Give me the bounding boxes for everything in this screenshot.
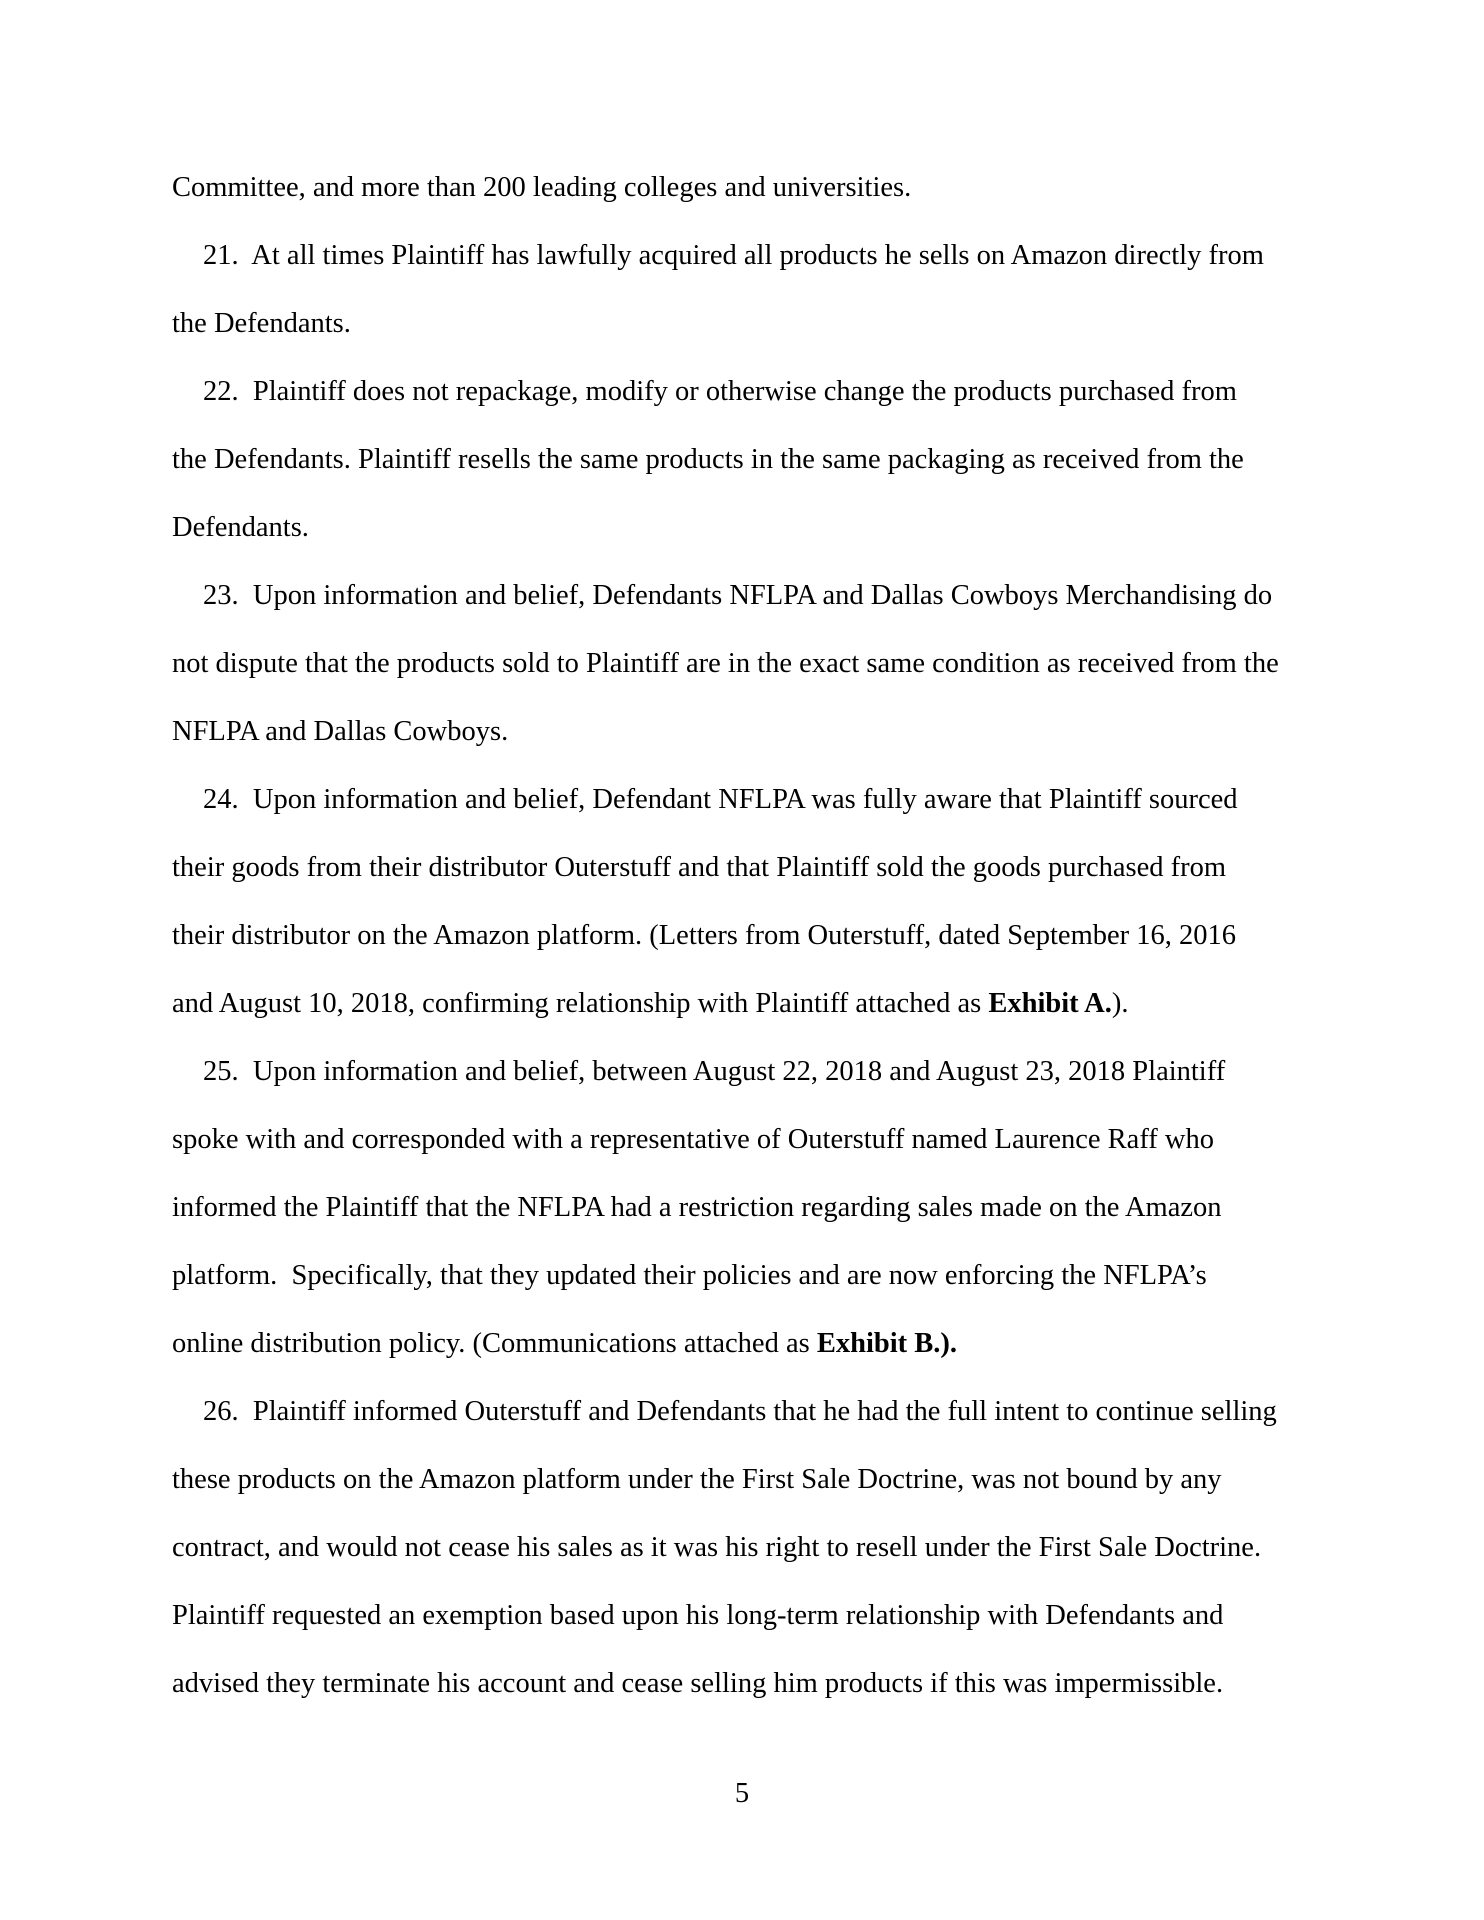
text-line [172,290,1320,358]
text-line [172,358,1320,426]
text-line [172,766,1320,834]
text-segment: platform. Specifically, that they updated their policies and are now enforcing the NFLPA’s [172,1260,1207,1291]
document-body [172,154,1320,1718]
text-line [172,426,1320,494]
text-segment: the Defendants. [172,308,351,339]
text-segment: Committee, and more than 200 leading colleges and universities. [172,172,912,203]
text-segment: online distribution policy. (Communications attached as [172,1328,817,1359]
text-segment: 25. Upon information and belief, between August 22, 2018 and August 23, 2018 Plaintiff [203,1056,1226,1087]
text-segment: their goods from their distributor Outerstuff and that Plaintiff sold the goods purchased from [172,852,1227,883]
text-segment: and August 10, 2018, confirming relationship with Plaintiff attached as [172,988,989,1019]
text-line [172,834,1320,902]
text-line [172,630,1320,698]
text-line [172,698,1320,766]
bold-text-segment: Exhibit A. [988,988,1112,1019]
text-line [172,494,1320,562]
text-segment: 21. At all times Plaintiff has lawfully acquired all products he sells on Amazon directly from [203,240,1264,271]
text-segment: NFLPA and Dallas Cowboys. [172,716,509,747]
text-line [172,1446,1320,1514]
text-line [172,1514,1320,1582]
text-line [172,1650,1320,1718]
page-number: 5 [734,1778,750,1809]
text-segment: contract, and would not cease his sales as it was his right to resell under the First Sale Doctrine. [172,1532,1262,1563]
text-line [172,1038,1320,1106]
text-segment: informed the Plaintiff that the NFLPA had a restriction regarding sales made on the Amazon [172,1192,1222,1223]
text-segment: Defendants. [172,512,309,543]
text-line [172,562,1320,630]
text-line [172,1242,1320,1310]
text-segment: spoke with and corresponded with a representative of Outerstuff named Laurence Raff who [172,1124,1215,1155]
text-line [172,970,1320,1038]
text-segment: not dispute that the products sold to Plaintiff are in the exact same condition as received from the [172,648,1279,679]
text-segment: the Defendants. Plaintiff resells the same products in the same packaging as received from the [172,444,1244,475]
text-segment: these products on the Amazon platform under the First Sale Doctrine, was not bound by any [172,1464,1222,1495]
text-line [172,1106,1320,1174]
text-line [172,222,1320,290]
text-line [172,154,1320,222]
text-segment: 24. Upon information and belief, Defendant NFLPA was fully aware that Plaintiff sourced [203,784,1238,815]
text-segment: ). [1111,988,1129,1019]
text-line [172,1378,1320,1446]
text-line [172,902,1320,970]
text-line [172,1582,1320,1650]
text-line [172,1310,1320,1378]
text-segment: their distributor on the Amazon platform. (Letters from Outerstuff, dated September 16, 2016 [172,920,1237,951]
text-segment: Plaintiff requested an exemption based upon his long-term relationship with Defendants and [172,1600,1224,1631]
text-segment: advised they terminate his account and cease selling him products if this was impermissible. [172,1668,1224,1699]
bold-text-segment: Exhibit B.). [816,1328,957,1359]
text-line [172,1174,1320,1242]
text-segment: 22. Plaintiff does not repackage, modify or otherwise change the products purchased from [203,376,1237,407]
text-segment: 23. Upon information and belief, Defendants NFLPA and Dallas Cowboys Merchandising do [203,580,1273,611]
text-segment: 26. Plaintiff informed Outerstuff and Defendants that he had the full intent to continue selling [203,1396,1277,1427]
